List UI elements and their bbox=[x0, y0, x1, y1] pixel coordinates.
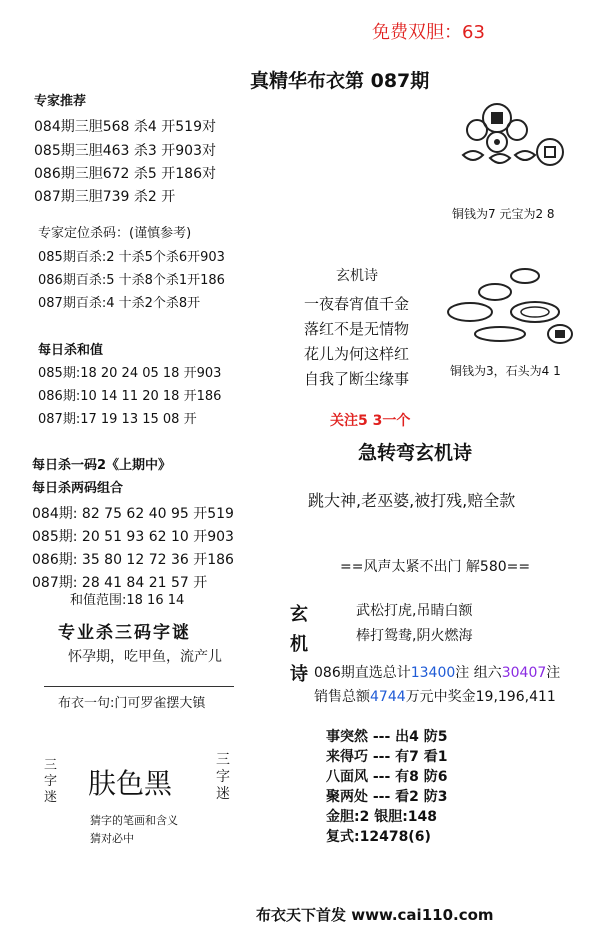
riddle-poem-line: 花儿为何这样红 bbox=[304, 345, 410, 363]
side-poem-char: 玄 bbox=[290, 604, 308, 625]
turn-poem-text: 跳大神,老巫婆,被打残,赔全款 bbox=[308, 491, 516, 510]
two-code-row bbox=[32, 503, 234, 523]
focus-note: 关注5 3一个 bbox=[330, 413, 411, 429]
sales-prefix: 086期直选总计 bbox=[314, 665, 411, 681]
side-poem-line: 武松打虎,吊睛白额 bbox=[356, 603, 473, 619]
zimi-char: 三 bbox=[216, 752, 230, 768]
side-poem-char: 诗 bbox=[290, 664, 308, 685]
expert-line: 085期三胆463 杀3 开903对 bbox=[34, 143, 216, 159]
sales-total: 4744 bbox=[370, 689, 406, 705]
divider bbox=[44, 686, 234, 687]
riddle-poem-line: 自我了断尘缘事 bbox=[304, 370, 410, 388]
coin-caption-1: 铜钱为7 元宝为2 8 bbox=[452, 207, 555, 221]
row-label: 085期: bbox=[32, 529, 78, 545]
sales-mid: 注 组六 bbox=[455, 665, 502, 681]
zimi-char: 迷 bbox=[216, 786, 230, 802]
coins-picture bbox=[455, 100, 575, 175]
zimi-right bbox=[216, 752, 232, 803]
wind-line: ==风声太紧不出门 解580== bbox=[340, 559, 531, 575]
group6-total: 30407 bbox=[501, 665, 547, 681]
zimi-note-2: 猜对必中 bbox=[90, 832, 134, 845]
two-code-title: 每日杀两码组合 bbox=[32, 481, 124, 496]
row-values: 35 80 12 72 36 开186 bbox=[81, 552, 234, 568]
coin-caption-2: 铜钱为3，石头为4 1 bbox=[450, 364, 561, 378]
sum-kill-line: 087期:17 19 13 15 08 开 bbox=[38, 412, 197, 427]
page-title: 真精华布衣第 087期 bbox=[250, 70, 430, 92]
buyi-line: 布衣一句:门可罗雀摆大镇 bbox=[58, 696, 206, 711]
sales-prefix: 销售总额 bbox=[314, 689, 370, 705]
two-code-row bbox=[32, 549, 234, 569]
two-code-row bbox=[32, 526, 234, 546]
riddle-poem-line: 一夜春宵值千金 bbox=[304, 295, 410, 313]
sales-suffix: 万元中奖金19,196,411 bbox=[405, 689, 556, 705]
expert-line: 084期三胆568 杀4 开519对 bbox=[34, 119, 216, 135]
sales-line-2 bbox=[314, 686, 556, 706]
compound: 复式:12478(6) bbox=[326, 829, 431, 845]
row-values: 28 41 84 21 57 开 bbox=[81, 575, 208, 591]
zimi-note-1: 猜字的笔画和含义 bbox=[90, 814, 178, 827]
free-double-banner: 免费双胆：63 bbox=[372, 22, 485, 43]
position-kill-line: 086期百杀:5 十杀8个杀1开186 bbox=[38, 273, 225, 288]
daily-kill-one: 每日杀一码2《上期中》 bbox=[32, 458, 172, 473]
zimi-char: 字 bbox=[44, 774, 58, 789]
expert-line: 086期三胆672 杀5 开186对 bbox=[34, 166, 216, 182]
position-kill-line: 087期百杀:4 十杀2个杀8开 bbox=[38, 296, 201, 311]
sales-suffix: 注 bbox=[546, 665, 561, 681]
riddle-poem-line: 落红不是无情物 bbox=[304, 320, 410, 338]
zimi-char: 三 bbox=[44, 758, 58, 773]
kill3-title: 专业杀三码字谜 bbox=[58, 623, 191, 643]
two-code-row bbox=[32, 572, 207, 592]
riddle-poem-title: 玄机诗 bbox=[336, 268, 378, 284]
coins-stones-picture bbox=[440, 262, 580, 347]
gold-silver: 金胆:2 银胆:148 bbox=[326, 809, 438, 825]
sum-kill-title: 每日杀和值 bbox=[38, 343, 104, 358]
sum-kill-line: 085期:18 20 24 05 18 开903 bbox=[38, 366, 222, 381]
position-kill-title: 专家定位杀码：(谨慎参考) bbox=[38, 226, 192, 241]
saying-line: 聚两处 --- 看2 防3 bbox=[326, 789, 448, 805]
position-kill-line: 085期百杀:2 十杀5个杀6开903 bbox=[38, 250, 225, 265]
row-label: 086期: bbox=[32, 552, 78, 568]
saying-line: 来得巧 --- 有7 看1 bbox=[326, 749, 448, 765]
saying-line: 事突然 --- 出4 防5 bbox=[326, 729, 448, 745]
row-label: 087期: bbox=[32, 575, 78, 591]
turn-poem-title: 急转弯玄机诗 bbox=[358, 442, 473, 464]
row-values: 20 51 93 62 10 开903 bbox=[81, 529, 234, 545]
side-poem-char: 机 bbox=[290, 634, 308, 655]
zimi-char: 字 bbox=[216, 769, 230, 785]
zimi-center: 肤色黑 bbox=[88, 767, 173, 800]
footer: 布衣天下首发 www.cai110.com bbox=[256, 906, 494, 924]
expert-line: 087期三胆739 杀2 开 bbox=[34, 189, 176, 205]
expert-title: 专家推荐 bbox=[34, 94, 87, 109]
side-poem-line: 棒打鸳鸯,阴火燃海 bbox=[356, 628, 473, 644]
direct-total: 13400 bbox=[410, 665, 456, 681]
row-values: 82 75 62 40 95 开519 bbox=[81, 506, 234, 522]
zimi-left bbox=[44, 758, 60, 806]
sales-line-1 bbox=[314, 662, 560, 682]
row-label: 084期: bbox=[32, 506, 78, 522]
kill3-riddle: 怀孕期，吃甲鱼，流产儿 bbox=[68, 649, 222, 665]
zimi-char: 迷 bbox=[44, 790, 58, 805]
sum-kill-line: 086期:10 14 11 20 18 开186 bbox=[38, 389, 222, 404]
saying-line: 八面风 --- 有8 防6 bbox=[326, 769, 448, 785]
sum-range: 和值范围:18 16 14 bbox=[70, 593, 185, 608]
